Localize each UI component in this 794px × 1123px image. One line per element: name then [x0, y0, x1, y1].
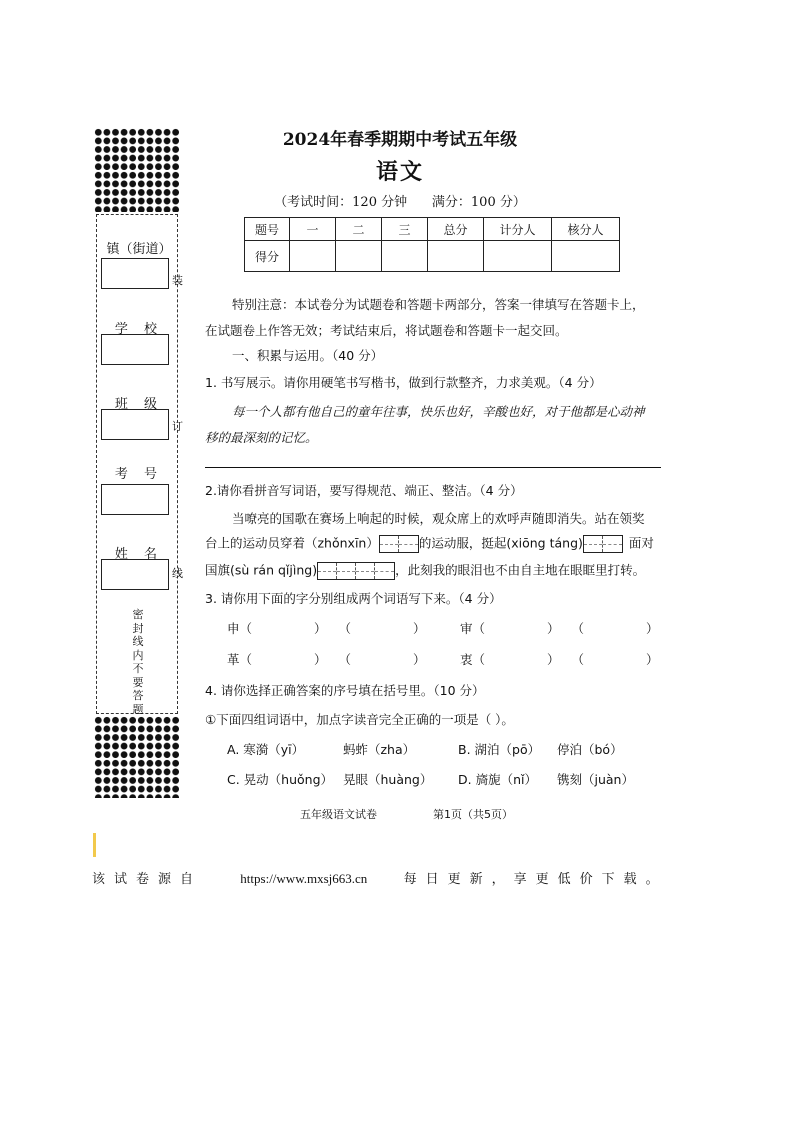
class-label: 班 级 — [114, 397, 164, 412]
paper-name: 五年级语文试卷 — [300, 808, 377, 821]
q3-char: 申 — [227, 621, 240, 636]
score-row-label: 得分 — [245, 241, 290, 272]
name-field[interactable] — [101, 559, 169, 590]
q1-copy-text-2: 移的最深刻的记忆。 — [205, 430, 318, 445]
score-header-cell: 一 — [290, 218, 336, 241]
q2-line-3 — [205, 562, 645, 580]
exam-number-label: 考 号 — [114, 467, 164, 482]
q4-option-b2: 停泊（bó） — [557, 742, 623, 757]
banner-text-2: 每日更新，享更低价下载。 — [403, 872, 668, 887]
q3-row-2-right: 衷（ ） （ ） — [460, 652, 659, 667]
banner-url-link[interactable]: https://www.mxsj663.cn — [240, 871, 368, 886]
banner-text-1: 该试卷源自 — [92, 872, 203, 887]
page-footer — [300, 806, 513, 822]
score-table — [244, 217, 620, 272]
name-label: 姓 名 — [114, 547, 164, 562]
q3-char: 革 — [227, 652, 240, 667]
bind-mark-ding: 订 — [172, 420, 183, 433]
notice-line-1: 特别注意：本试卷分为试题卷和答题卡两部分，答案一律填写在答题卡上， — [232, 297, 645, 312]
q4-sub-1: ①下面四组词语中，加点字读音完全正确的一项是（ ）。 — [205, 712, 514, 727]
q2-line-2c: 面对 — [628, 535, 654, 551]
seal-warning: 密封线内不要答题 — [132, 608, 144, 716]
score-header-cell: 总分 — [428, 218, 484, 241]
score-header-cell: 计分人 — [484, 218, 552, 241]
score-cell[interactable] — [428, 241, 484, 272]
page-number: 第1页（共5页） — [432, 808, 513, 821]
q3-row-2-left: 革（ ） （ ） — [227, 652, 426, 667]
score-cell[interactable] — [336, 241, 382, 272]
notice-line-2: 在试题卷上作答无效；考试结束后，将试题卷和答题卡一起交回。 — [205, 323, 568, 338]
exam-info: （考试时间：120 分钟 满分：100 分） — [274, 195, 526, 210]
q3-row-1-right: 审（ ） （ ） — [460, 621, 659, 636]
score-cell[interactable] — [552, 241, 620, 272]
q3-char: 审 — [460, 621, 473, 636]
q4-option-d1: D. 旖旎（nǐ） — [458, 772, 537, 787]
exam-title: 2024年春季期期中考试五年级 — [282, 130, 518, 150]
dot-pattern-bottom — [94, 716, 180, 798]
score-cell[interactable] — [484, 241, 552, 272]
bind-mark-xian: 线 — [172, 567, 183, 580]
q3-char: 衷 — [460, 652, 473, 667]
q2-line-3a: 国旗(sù rán qǐjìng) — [205, 562, 318, 578]
town-label: 镇（街道） — [106, 242, 172, 257]
q2-line-2 — [205, 535, 654, 553]
subject-title: 语文 — [375, 159, 424, 185]
q4-option-b1: B. 湖泊（pō） — [458, 742, 541, 757]
score-cell[interactable] — [382, 241, 428, 272]
class-field[interactable] — [101, 409, 169, 440]
exam-number-field[interactable] — [101, 484, 169, 515]
q2-line-3b: ，此刻我的眼泪也不由自主地在眼眶里打转。 — [395, 562, 646, 578]
scan-mark — [93, 833, 96, 857]
q4-option-a1: A. 寒漪（yī） — [227, 742, 305, 757]
q3-row-1-left: 申（ ） （ ） — [227, 621, 426, 636]
score-header-cell: 核分人 — [552, 218, 620, 241]
pinyin-grid-3[interactable] — [317, 562, 395, 580]
dot-pattern-top — [94, 128, 180, 212]
q2-line-1: 当嘹亮的国歌在赛场上响起的时候，观众席上的欢呼声随即消失。站在领奖 — [232, 511, 645, 526]
town-field[interactable] — [101, 258, 169, 289]
school-field[interactable] — [101, 334, 169, 365]
q4-prompt: 4. 请你选择正确答案的序号填在括号里。（10 分） — [205, 683, 485, 698]
school-label: 学 校 — [114, 322, 164, 337]
score-cell[interactable] — [290, 241, 336, 272]
q2-line-2b: 的运动服，挺起(xiōng táng) — [418, 535, 583, 551]
q3-prompt: 3. 请你用下面的字分别组成两个词语写下来。（4 分） — [205, 591, 502, 606]
q4-option-d2: 镌刻（juàn） — [557, 772, 634, 787]
q4-option-c2: 晃眼（huàng） — [343, 772, 433, 787]
score-header-cell: 二 — [336, 218, 382, 241]
q2-line-2a: 台上的运动员穿着（zhǒnxīn） — [205, 535, 379, 551]
pinyin-grid-1[interactable] — [379, 535, 419, 553]
q4-option-a2: 蚂蚱（zha） — [343, 742, 416, 757]
section-1-heading: 一、积累与运用。（40 分） — [232, 348, 384, 363]
q2-prompt: 2.请你看拼音写词语，要写得规范、端正、整洁。（4 分） — [205, 483, 523, 498]
bind-mark-zhuang: 装 — [172, 274, 183, 287]
score-header-cell: 三 — [382, 218, 428, 241]
q4-option-c1: C. 晃动（huǒng） — [227, 772, 334, 787]
q1-writing-line[interactable] — [205, 467, 661, 468]
q1-copy-text-1: 每一个人都有他自己的童年往事，快乐也好，辛酸也好，对于他都是心动神 — [232, 404, 645, 419]
pinyin-grid-2[interactable] — [583, 535, 623, 553]
q1-prompt: 1. 书写展示。请你用硬笔书写楷书，做到行款整齐，力求美观。（4 分） — [205, 375, 602, 390]
source-banner — [92, 868, 702, 887]
score-header-cell: 题号 — [245, 218, 290, 241]
